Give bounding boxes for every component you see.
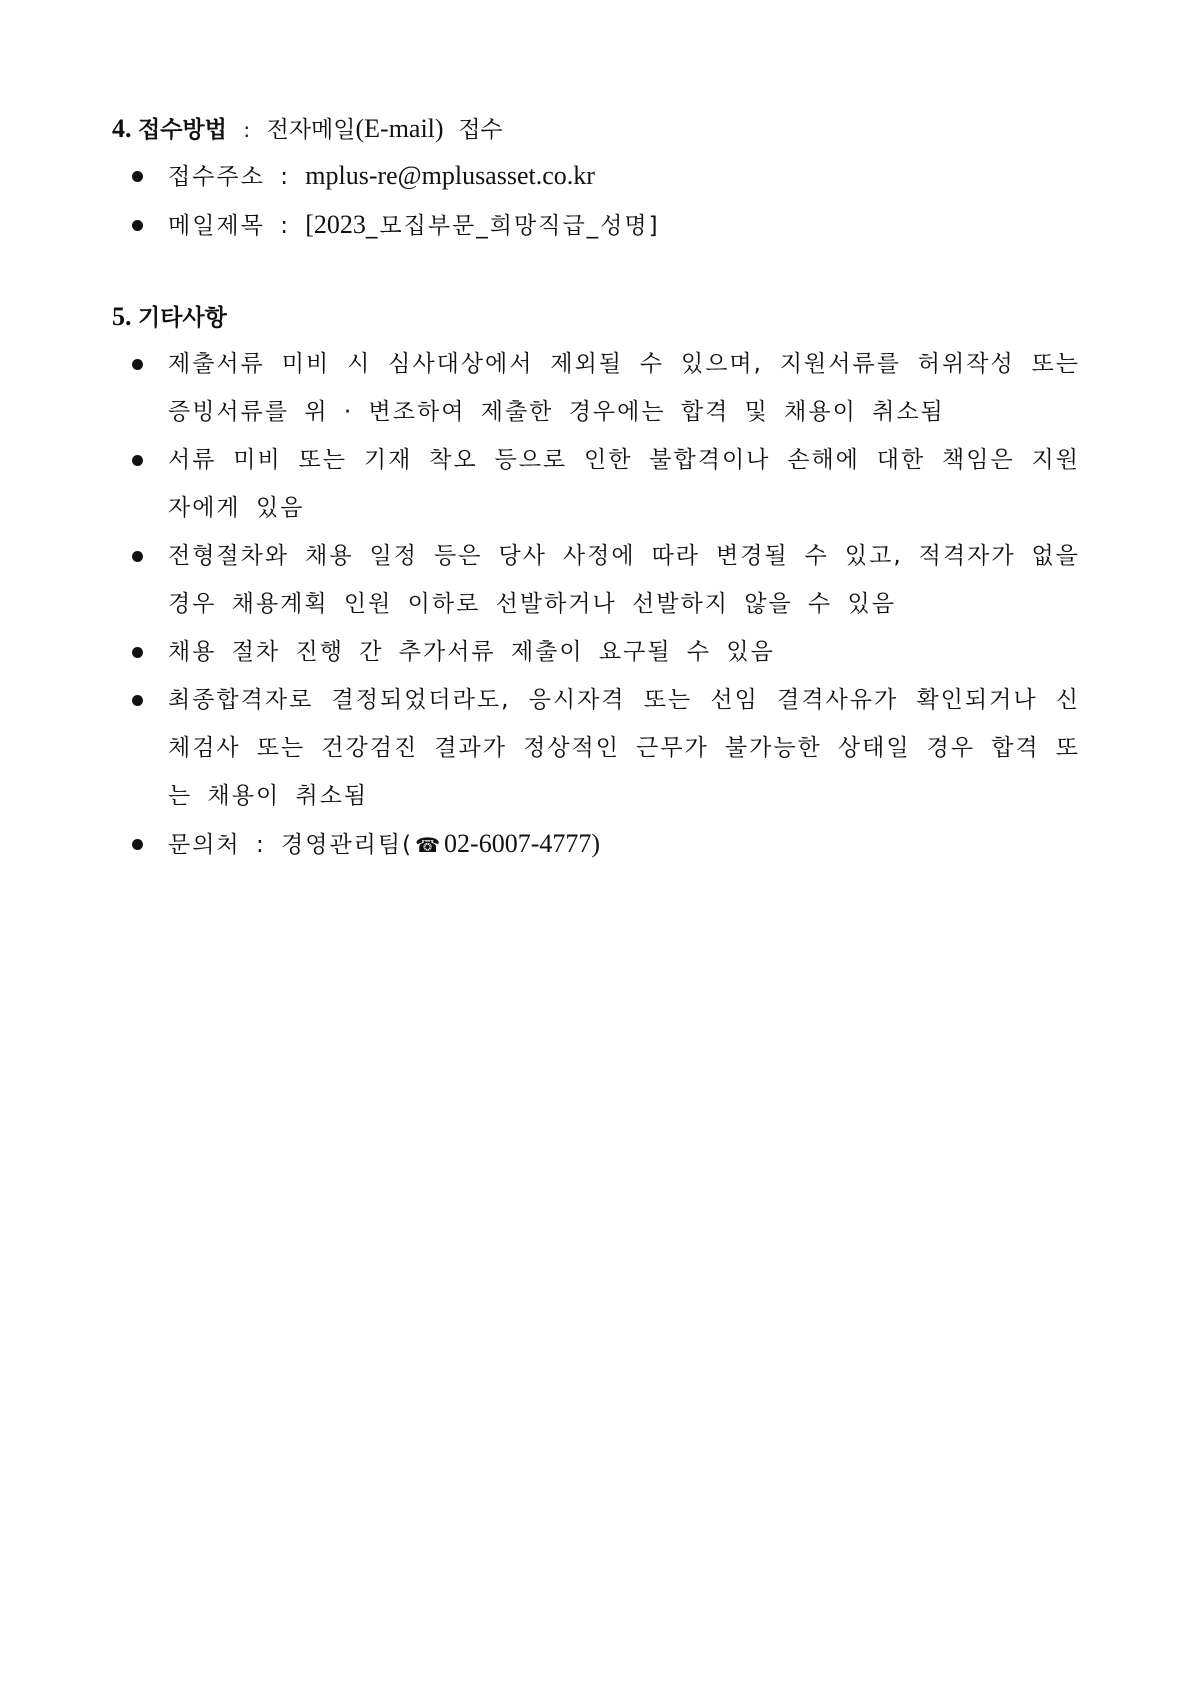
separator: :: [255, 832, 266, 858]
bullet-icon: [132, 220, 143, 231]
contact-phone: 02-6007-4777): [444, 829, 601, 858]
section-title: 기타사항: [138, 305, 227, 331]
section-application-method: [112, 106, 1080, 250]
separator: :: [280, 213, 290, 239]
note-text: 서류 미비 또는 기재 착오 등으로 인한 불합격이나 손해에 대한 책임은 지원자에게 있음: [168, 447, 1080, 521]
bullet-icon: [132, 455, 143, 466]
method-list: [112, 152, 1080, 250]
list-item: [112, 628, 1080, 676]
item-label: 접수주소: [168, 164, 265, 190]
note-text: 최종합격자로 결정되었더라도, 응시자격 또는 선임 결격사유가 확인되거나 신체검사 또는 건강검진 결과가 정상적인 근무가 불가능한 상태일 경우 합격 또는 채용이 취소됨: [168, 687, 1080, 809]
list-item: [112, 201, 1080, 250]
section-heading: [112, 294, 1080, 340]
contact-label: 문의처: [168, 832, 241, 858]
mail-subject-format: [305, 210, 660, 239]
list-item: [112, 532, 1080, 628]
method-value: [266, 114, 503, 143]
list-item: [112, 676, 1080, 820]
notes-list: [112, 340, 1080, 869]
method-suffix: 접수: [458, 117, 503, 143]
phone-icon: ☎: [415, 833, 441, 857]
bullet-icon: [132, 171, 143, 182]
section-number: 5.: [112, 302, 132, 331]
bullet-icon: [132, 359, 143, 370]
list-item: [112, 152, 1080, 201]
contact-team: 경영관리팀(: [281, 832, 414, 858]
subject-prefix: [2023: [305, 210, 366, 239]
item-label: 메일제목: [168, 213, 265, 239]
subject-rest: _모집부문_희망직급_성명]: [365, 213, 660, 239]
section-number: 4.: [112, 114, 132, 143]
bullet-icon: [132, 695, 143, 706]
separator: :: [243, 118, 251, 142]
bullet-icon: [132, 551, 143, 562]
note-text: 제출서류 미비 시 심사대상에서 제외될 수 있으며, 지원서류를 허위작성 또는 증빙서류를 위 · 변조하여 제출한 경우에는 합격 및 채용이 취소됨: [168, 351, 1080, 425]
method-prefix: 전자메일: [266, 117, 356, 143]
list-item: [112, 340, 1080, 436]
list-item: [112, 436, 1080, 532]
document-page: [112, 106, 1080, 869]
separator: :: [280, 164, 290, 190]
method-latin: (E-mail): [355, 114, 444, 143]
contact-item: [112, 820, 1080, 869]
note-text: 전형절차와 채용 일정 등은 당사 사정에 따라 변경될 수 있고, 적격자가 없을 경우 채용계획 인원 이하로 선발하거나 선발하지 않을 수 있음: [168, 543, 1080, 617]
section-other-notes: [112, 294, 1080, 869]
section-title: 접수방법: [138, 117, 227, 143]
section-heading: [112, 106, 1080, 152]
bullet-icon: [132, 647, 143, 658]
email-address: mplus-re@mplusasset.co.kr: [305, 161, 595, 190]
note-text: 채용 절차 진행 간 추가서류 제출이 요구될 수 있음: [168, 639, 775, 665]
bullet-icon: [132, 839, 143, 850]
